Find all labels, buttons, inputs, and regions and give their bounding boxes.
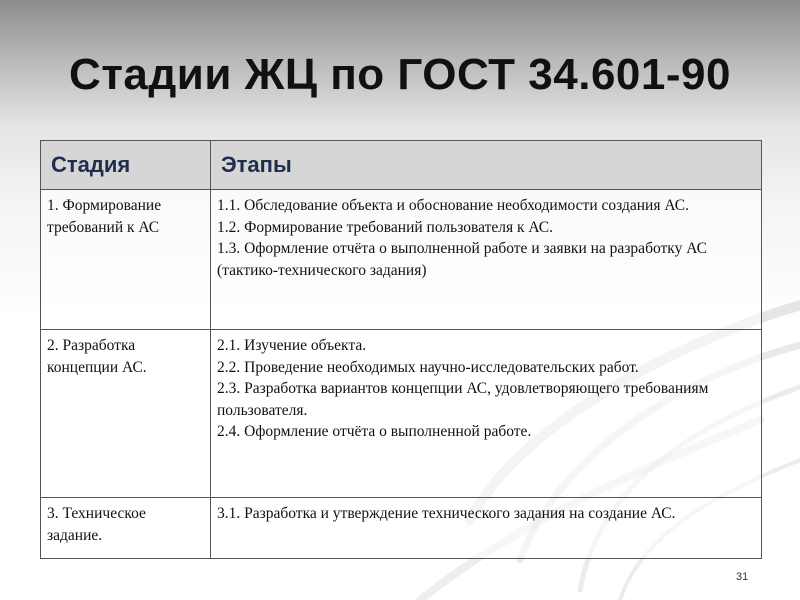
steps-cell (211, 330, 762, 498)
table-row (41, 498, 762, 559)
stage-cell: 1. Формирование требований к АС (41, 190, 211, 330)
table-row (41, 190, 762, 330)
step-item: 3.1. Разработка и утверждение технического задания на создание АС. (217, 505, 676, 522)
steps-cell (211, 190, 762, 330)
table-row (41, 330, 762, 498)
stage-cell: 2. Разработка концепции АС. (41, 330, 211, 498)
slide-title: Стадии ЖЦ по ГОСТ 34.601-90 (69, 50, 731, 99)
page-number: 31 (736, 571, 749, 583)
header-stage: Стадия (41, 141, 211, 190)
step-item: 2.4. Оформление отчёта о выполненной работе. (217, 423, 532, 440)
step-item: 1.1. Обследование объекта и обоснование необходимости создания АС. (217, 197, 689, 214)
table-header-row (41, 141, 762, 190)
step-item: 1.2. Формирование требований пользователя к АС. (217, 218, 554, 236)
step-item: 1.3. Оформление отчёта о выполненной работе и заявки на разработку АС (тактико-технического задания) (217, 240, 707, 279)
step-item: 2.3. Разработка вариантов концепции АС, удовлетворяющего требованиям пользователя. (217, 380, 709, 419)
stages-table (40, 140, 762, 559)
step-item: 2.2. Проведение необходимых научно-исследовательских работ. (217, 358, 639, 376)
steps-cell (211, 498, 762, 559)
header-steps: Этапы (211, 141, 762, 190)
step-item: 2.1. Изучение объекта. (217, 337, 367, 354)
stage-cell: 3. Техническое задание. (41, 498, 211, 559)
